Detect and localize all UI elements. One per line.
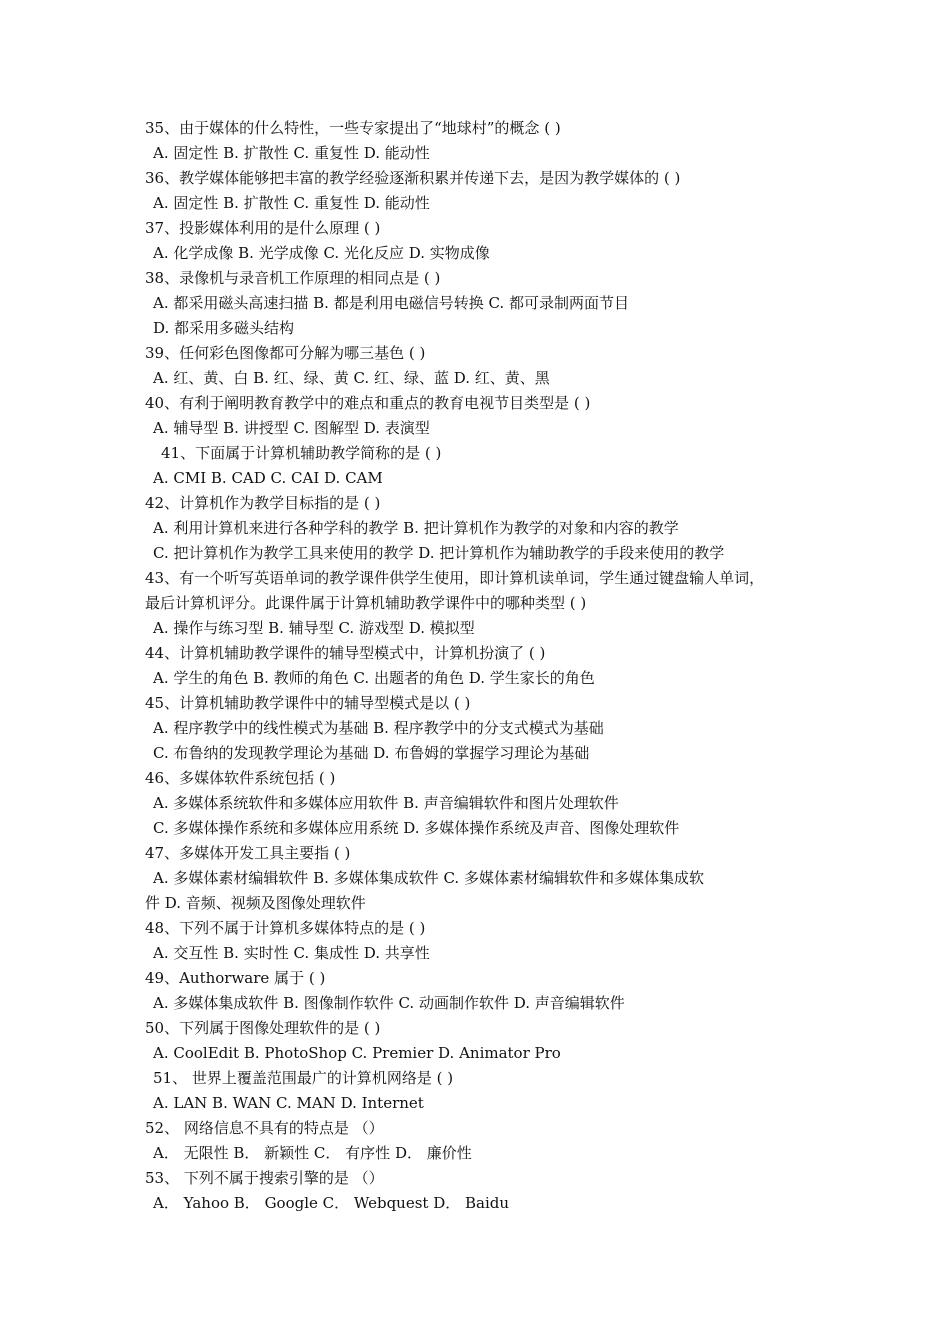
text-line: A. CoolEdit B. PhotoShop C. Premier D. Animator Pro	[153, 1044, 561, 1062]
text-line: A． 无限性 B． 新颖性 C． 有序性 D． 廉价性	[153, 1144, 472, 1162]
text-line: A. 操作与练习型 B. 辅导型 C. 游戏型 D. 模拟型	[153, 619, 475, 637]
text-line: A. 程序教学中的线性模式为基础 B. 程序教学中的分支式模式为基础	[153, 719, 604, 737]
text-line: 45、计算机辅助教学课件中的辅导型模式是以 ( )	[145, 694, 471, 712]
text-line: 46、多媒体软件系统包括 ( )	[145, 769, 336, 787]
text-line: 50、下列属于图像处理软件的是 ( )	[145, 1019, 381, 1037]
text-line: A. 多媒体素材编辑软件 B. 多媒体集成软件 C. 多媒体素材编辑软件和多媒体集成软	[153, 869, 704, 887]
text-line: 44、计算机辅助教学课件的辅导型模式中，计算机扮演了 ( )	[145, 644, 546, 662]
text-line: 49、Authorware 属于 ( )	[145, 969, 326, 987]
text-line: A. CMI B. CAD C. CAI D. CAM	[153, 469, 383, 487]
text-line: D. 都采用多磁头结构	[153, 319, 295, 337]
text-line: 48、下列不属于计算机多媒体特点的是 ( )	[145, 919, 426, 937]
text-line: 40、有利于阐明教育教学中的难点和重点的教育电视节目类型是 ( )	[145, 394, 591, 412]
text-line: A． Yahoo B． Google C． Webquest D． Baidu	[153, 1194, 510, 1212]
text-line: A. 化学成像 B. 光学成像 C. 光化反应 D. 实物成像	[153, 244, 490, 262]
text-line: 52、 网络信息不具有的特点是 （）	[145, 1119, 384, 1137]
text-line: A. 学生的角色 B. 教师的角色 C. 出题者的角色 D. 学生家长的角色	[153, 669, 595, 687]
text-line: 38、录像机与录音机工作原理的相同点是 ( )	[145, 269, 441, 287]
text-line: 35、由于媒体的什么特性，一些专家提出了“地球村”的概念 ( )	[145, 119, 561, 137]
text-line: A. 辅导型 B. 讲授型 C. 图解型 D. 表演型	[153, 419, 430, 437]
text-line: A. LAN B. WAN C. MAN D. Internet	[153, 1094, 424, 1112]
text-line: 51、 世界上覆盖范围最广的计算机网络是 ( )	[153, 1069, 454, 1087]
text-line: 件 D. 音频、视频及图像处理软件	[145, 894, 366, 912]
text-line: A. 都采用磁头高速扫描 B. 都是利用电磁信号转换 C. 都可录制两面节目	[153, 294, 629, 312]
text-line: A. 红、黄、白 B. 红、绿、黄 C. 红、绿、蓝 D. 红、黄、黑	[153, 369, 550, 387]
text-line: A. 固定性 B. 扩散性 C. 重复性 D. 能动性	[153, 194, 430, 212]
text-line: 53、 下列不属于搜索引擎的是 （）	[145, 1169, 384, 1187]
text-line: A. 多媒体集成软件 B. 图像制作软件 C. 动画制作软件 D. 声音编辑软件	[153, 994, 625, 1012]
text-line: A. 固定性 B. 扩散性 C. 重复性 D. 能动性	[153, 144, 430, 162]
text-line: 42、计算机作为教学目标指的是 ( )	[145, 494, 381, 512]
text-line: 37、投影媒体利用的是什么原理 ( )	[145, 219, 381, 237]
text-line: C. 把计算机作为教学工具来使用的教学 D. 把计算机作为辅助教学的手段来使用的教学	[153, 544, 725, 562]
text-line: 43、有一个听写英语单词的教学课件供学生使用，即计算机读单词，学生通过键盘输人单词，	[145, 569, 765, 587]
text-line: C. 布鲁纳的发现教学理论为基础 D. 布鲁姆的掌握学习理论为基础	[153, 744, 590, 762]
text-line: A. 多媒体系统软件和多媒体应用软件 B. 声音编辑软件和图片处理软件	[153, 794, 619, 812]
text-line: C. 多媒体操作系统和多媒体应用系统 D. 多媒体操作系统及声音、图像处理软件	[153, 819, 680, 837]
text-line: 最后计算机评分。此课件属于计算机辅助教学课件中的哪种类型 ( )	[145, 594, 587, 612]
text-line: 47、多媒体开发工具主要指 ( )	[145, 844, 351, 862]
text-line: A. 交互性 B. 实时性 C. 集成性 D. 共享性	[153, 944, 430, 962]
text-line: 41、下面属于计算机辅助教学简称的是 ( )	[161, 444, 442, 462]
text-line: A. 利用计算机来进行各种学科的教学 B. 把计算机作为教学的对象和内容的教学	[153, 519, 679, 537]
text-line: 39、任何彩色图像都可分解为哪三基色 ( )	[145, 344, 426, 362]
text-line: 36、教学媒体能够把丰富的教学经验逐渐积累并传递下去，是因为教学媒体的 ( )	[145, 169, 681, 187]
